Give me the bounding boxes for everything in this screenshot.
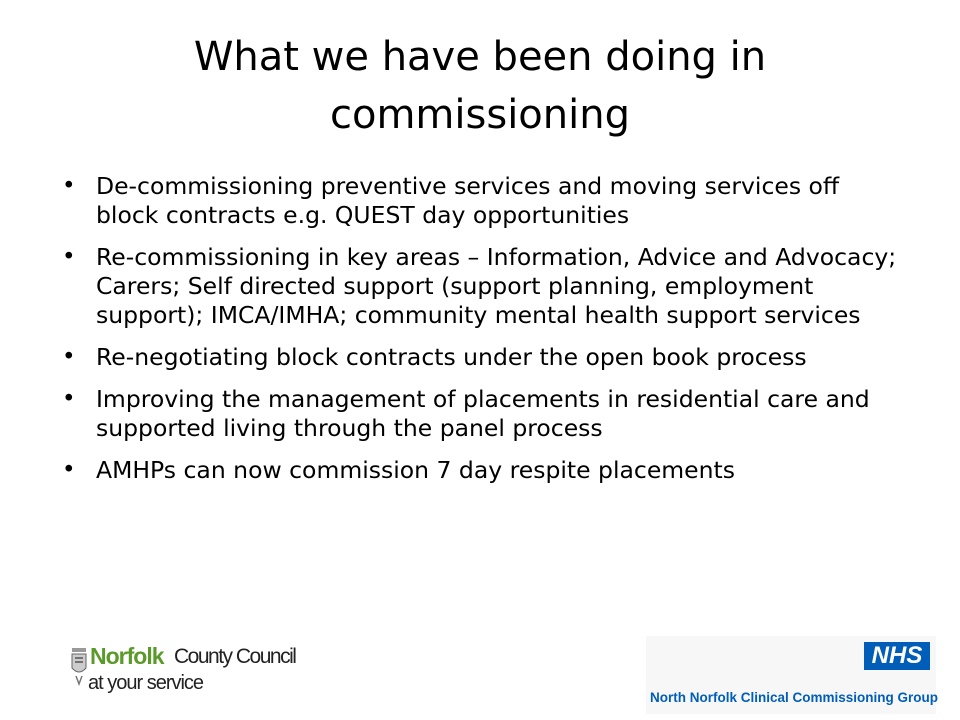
bullet-text: AMHPs can now commission 7 day respite placements: [96, 456, 735, 484]
ccg-name: North Norfolk Clinical Commissioning Group: [650, 690, 939, 705]
bullet-dot-icon: •: [62, 457, 76, 483]
bullet-text: Re-negotiating block contracts under the open book process: [96, 343, 807, 371]
bullet-dot-icon: •: [62, 173, 76, 199]
bullet-text: De-commissioning preventive services and moving services off block contracts e.g. QUEST day opportunities: [96, 172, 840, 229]
ccg-logo: [646, 636, 939, 714]
bullet-item: [62, 456, 902, 485]
logo-tagline: at your service: [88, 672, 204, 694]
slide-title: What we have been doing in commissioning: [193, 34, 767, 138]
norfolk-county-council-logo: [70, 640, 296, 702]
bullet-text: Re-commissioning in key areas – Information, Advice and Advocacy; Carers; Self directed support (support planning, employment support); IMCA/IMHA; community mental health support services: [96, 243, 897, 329]
bullet-list: [62, 172, 902, 498]
bullet-item: [62, 343, 902, 372]
bullet-item: [62, 385, 902, 443]
bullet-text: Improving the management of placements in residential care and supported living through the panel process: [96, 385, 870, 442]
bullet-dot-icon: •: [62, 344, 76, 370]
nhs-badge: NHS: [864, 642, 930, 670]
bullet-item: [62, 243, 902, 330]
bullet-dot-icon: •: [62, 386, 76, 412]
logo-norfolk-text: Norfolk: [90, 643, 164, 669]
bullet-dot-icon: •: [62, 244, 76, 270]
bullet-item: [62, 172, 902, 230]
logo-council-text: County Council: [174, 645, 296, 668]
crest-icon: [70, 646, 88, 686]
